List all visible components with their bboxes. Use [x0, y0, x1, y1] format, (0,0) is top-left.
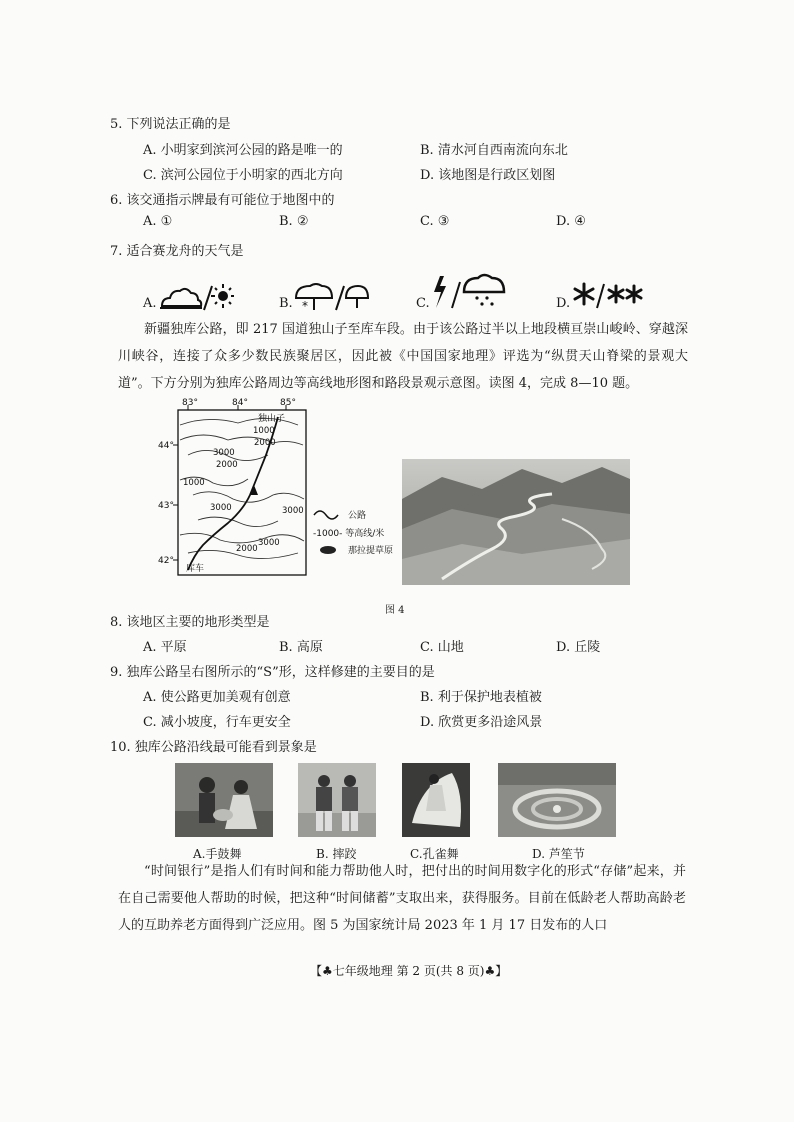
contour-label-9: 2000 — [236, 544, 258, 554]
contour-label-6: 3000 — [210, 503, 232, 513]
photo-tambourine-dance — [175, 763, 273, 837]
q10-option-a: A.手鼓舞 — [193, 847, 242, 861]
page-footer: 【♣七年级地理 第 2 页(共 8 页)♣】 — [310, 964, 508, 978]
snow-icon — [572, 280, 644, 312]
q10-stem: 10. 独库公路沿线最可能看到景象是 — [110, 740, 317, 755]
photo-peacock-dance — [402, 763, 470, 837]
q7-stem: 7. 适合赛龙舟的天气是 — [110, 244, 244, 259]
q7-option-b: B. — [279, 296, 293, 311]
q5-option-d: D. 该地图是行政区划图 — [420, 168, 556, 183]
q5-option-b: B. 清水河自西南流向东北 — [420, 143, 568, 158]
sleet-rain-icon — [292, 280, 370, 314]
q6-option-b: B. ② — [279, 214, 309, 229]
q10-option-b: B. 摔跤 — [316, 847, 357, 861]
lat-label-43: 43° — [158, 501, 174, 511]
q9-option-d: D. 欣赏更多沿途风景 — [420, 715, 543, 730]
figure-4-caption: 图 4 — [385, 605, 405, 616]
q10-option-d: D. 芦笙节 — [532, 847, 585, 861]
contour-label-4: 2000 — [216, 460, 238, 470]
contour-label-1: 1000 — [253, 426, 275, 436]
legend-grassland: 那拉提草原 — [348, 546, 394, 556]
lon-label-85: 85° — [280, 398, 296, 408]
q9-stem: 9. 独库公路呈右图所示的“S”形，这样修建的主要目的是 — [110, 665, 435, 680]
q9-option-a: A. 使公路更加美观有创意 — [143, 690, 291, 705]
q6-option-d: D. ④ — [556, 214, 586, 229]
lon-label-84: 84° — [232, 398, 248, 408]
q7-option-a: A. — [143, 296, 157, 311]
contour-label-7: 3000 — [282, 506, 304, 516]
contour-map — [158, 395, 420, 590]
q9-option-b: B. 利于保护地表植被 — [420, 690, 542, 705]
q10-option-c: C.孔雀舞 — [410, 847, 459, 861]
q7-option-c: C. — [416, 296, 430, 311]
q8-option-d: D. 丘陵 — [556, 640, 601, 655]
contour-label-3: 3000 — [213, 448, 235, 458]
q6-option-a: A. ① — [143, 214, 173, 229]
contour-label-8: 3000 — [258, 538, 280, 548]
grassland-symbol — [320, 546, 336, 554]
q5-stem: 5. 下列说法正确的是 — [110, 117, 231, 132]
q5-option-a: A. 小明家到滨河公园的路是唯一的 — [143, 143, 343, 158]
photo-wrestling — [298, 763, 376, 837]
legend-road: 公路 — [348, 511, 367, 521]
contour-label-2: 2000 — [254, 438, 276, 448]
q6-option-c: C. ③ — [420, 214, 450, 229]
q8-option-b: B. 高原 — [279, 640, 323, 655]
place-kuche: 库车 — [186, 564, 205, 574]
q8-option-a: A. 平原 — [143, 640, 187, 655]
lat-label-44: 44° — [158, 441, 174, 451]
q8-option-c: C. 山地 — [420, 640, 464, 655]
contour-label-5: 1000 — [183, 478, 205, 488]
q8-stem: 8. 该地区主要的地形类型是 — [110, 615, 270, 630]
passage-time-bank: “时间银行”是指人们有时间和能力帮助他人时，把付出的时间用数字化的形式“存储”起来，并在自己需要他人帮助的时候，把这种“时间储蓄”支取出来，获得服务。目前在低龄老人帮助高龄老人的互助养老方面得到广泛应用。图 5 为国家统计局 2023 年 1 月 17 日发布的人口 — [118, 864, 686, 933]
photo-lusheng-festival — [498, 763, 616, 837]
s-shaped-road-photo — [402, 459, 630, 585]
q6-stem: 6. 该交通指示牌最有可能位于地图中的 — [110, 193, 335, 208]
passage-dukou-highway: 新疆独库公路，即 217 国道独山子至库车段。由于该公路过半以上地段横亘崇山峻岭、穿越深川峡谷，连接了众多少数民族聚居区，因此被《中国国家地理》评选为“纵贯天山脊梁的景观大道”。下方分别为独库公路周边等高线地形图和路段景观示意图。读图 4，完成 8—10 题。 — [118, 322, 688, 391]
lat-label-42: 42° — [158, 556, 174, 566]
q5-option-c: C. 滨河公园位于小明家的西北方向 — [143, 168, 343, 183]
q9-option-c: C. 减小坡度，行车更安全 — [143, 715, 291, 730]
thunderstorm-icon — [432, 270, 508, 314]
partly-cloudy-sunny-icon — [158, 280, 234, 314]
legend-contour: -1000- 等高线/米 — [313, 529, 385, 539]
svg-text:*: * — [302, 299, 308, 313]
place-dushanzi: 独山子 — [258, 414, 286, 424]
q7-option-d: D. — [556, 296, 571, 311]
lon-label-83: 83° — [182, 398, 198, 408]
